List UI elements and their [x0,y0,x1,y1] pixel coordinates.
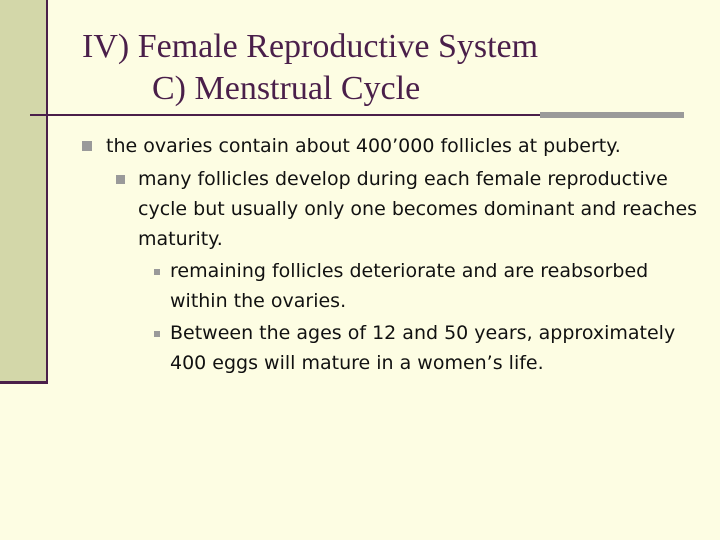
bullet-text: remaining follicles deteriorate and are reabsorbed within the ovaries. [170,260,649,312]
bullet-item-level-3 [80,318,700,378]
square-bullet-icon [116,175,125,184]
bullet-text: Between the ages of 12 and 50 years, approximately 400 eggs will mature in a women’s life. [170,322,676,374]
square-bullet-icon [82,141,92,151]
square-bullet-icon [154,331,160,337]
slide-title [82,26,538,110]
square-bullet-icon [154,269,160,275]
bullet-text: the ovaries contain about 400’000 follicles at puberty. [106,135,621,157]
bullet-item-level-3 [80,256,700,316]
slide-body [80,132,700,380]
bullet-item-level-1 [80,132,700,160]
sidebar-decoration [0,0,48,382]
title-underline-accent [540,112,684,118]
sidebar-divider [0,381,48,384]
bullet-item-level-2 [80,164,700,254]
title-line-1: IV) Female Reproductive System [82,28,539,65]
bullet-text: many follicles develop during each female reproductive cycle but usually only one becomes dominant and reaches maturity. [138,168,698,250]
title-line-2: C) Menstrual Cycle [152,70,421,107]
